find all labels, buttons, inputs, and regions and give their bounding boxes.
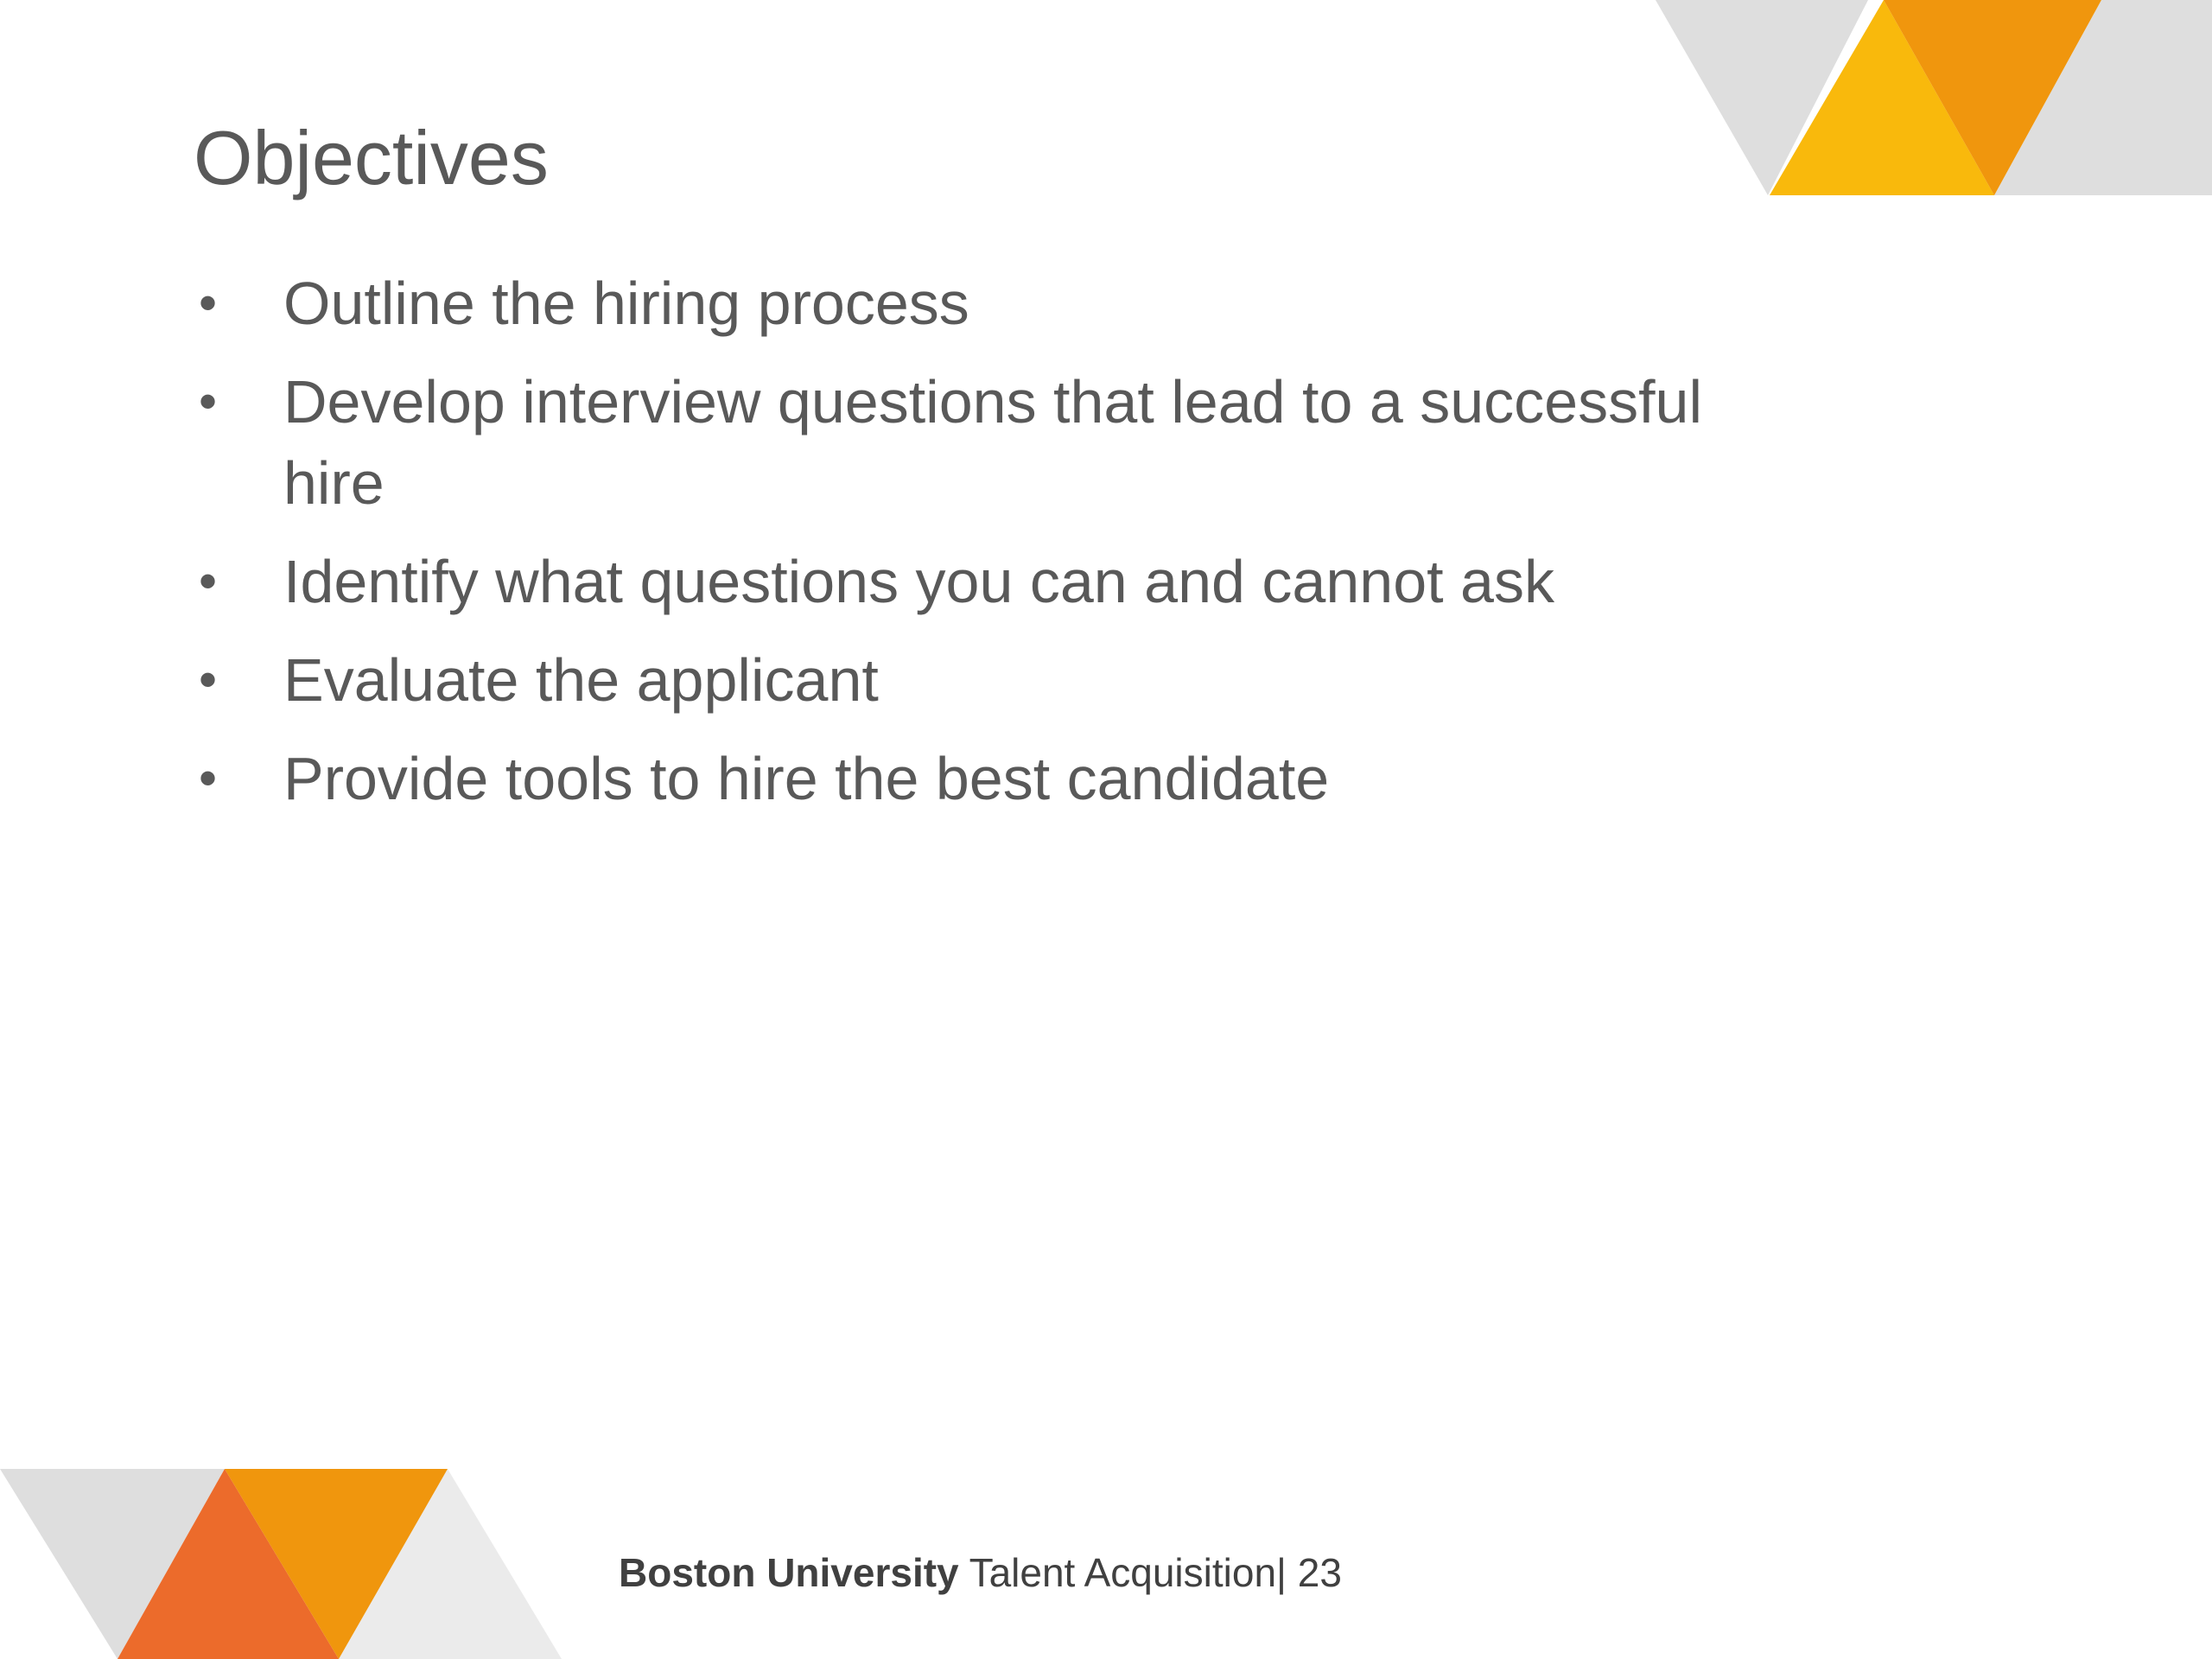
decorative-triangles-top-right: [1642, 0, 2212, 199]
slide-title: Objectives: [194, 115, 549, 200]
bullet-icon: •: [199, 372, 218, 430]
decorative-triangles-bottom-left: [0, 1469, 570, 1659]
bullet-icon: •: [199, 552, 218, 610]
objective-text: Provide tools to hire the best candidate: [283, 745, 1330, 812]
page-number: 23: [1297, 1550, 1342, 1595]
footer-organization: Boston University: [619, 1550, 959, 1595]
objective-item: [194, 263, 1801, 344]
bullet-icon: •: [199, 651, 218, 709]
objectives-list: [194, 263, 1801, 836]
objective-item: [194, 738, 1801, 819]
objective-text: Identify what questions you can and cannot ask: [283, 548, 1554, 615]
objective-item: [194, 361, 1801, 524]
bullet-icon: •: [199, 749, 218, 807]
footer-department: Talent Acquisition: [958, 1550, 1277, 1595]
objective-text: Evaluate the applicant: [283, 646, 879, 714]
bullet-icon: •: [199, 274, 218, 332]
footer-separator: |: [1276, 1550, 1298, 1595]
objective-text: Develop interview questions that lead to a successful hire: [283, 368, 1703, 517]
slide-footer: [619, 1545, 1342, 1600]
objective-text: Outline the hiring process: [283, 270, 969, 337]
objective-item: [194, 639, 1801, 721]
objective-item: [194, 541, 1801, 622]
